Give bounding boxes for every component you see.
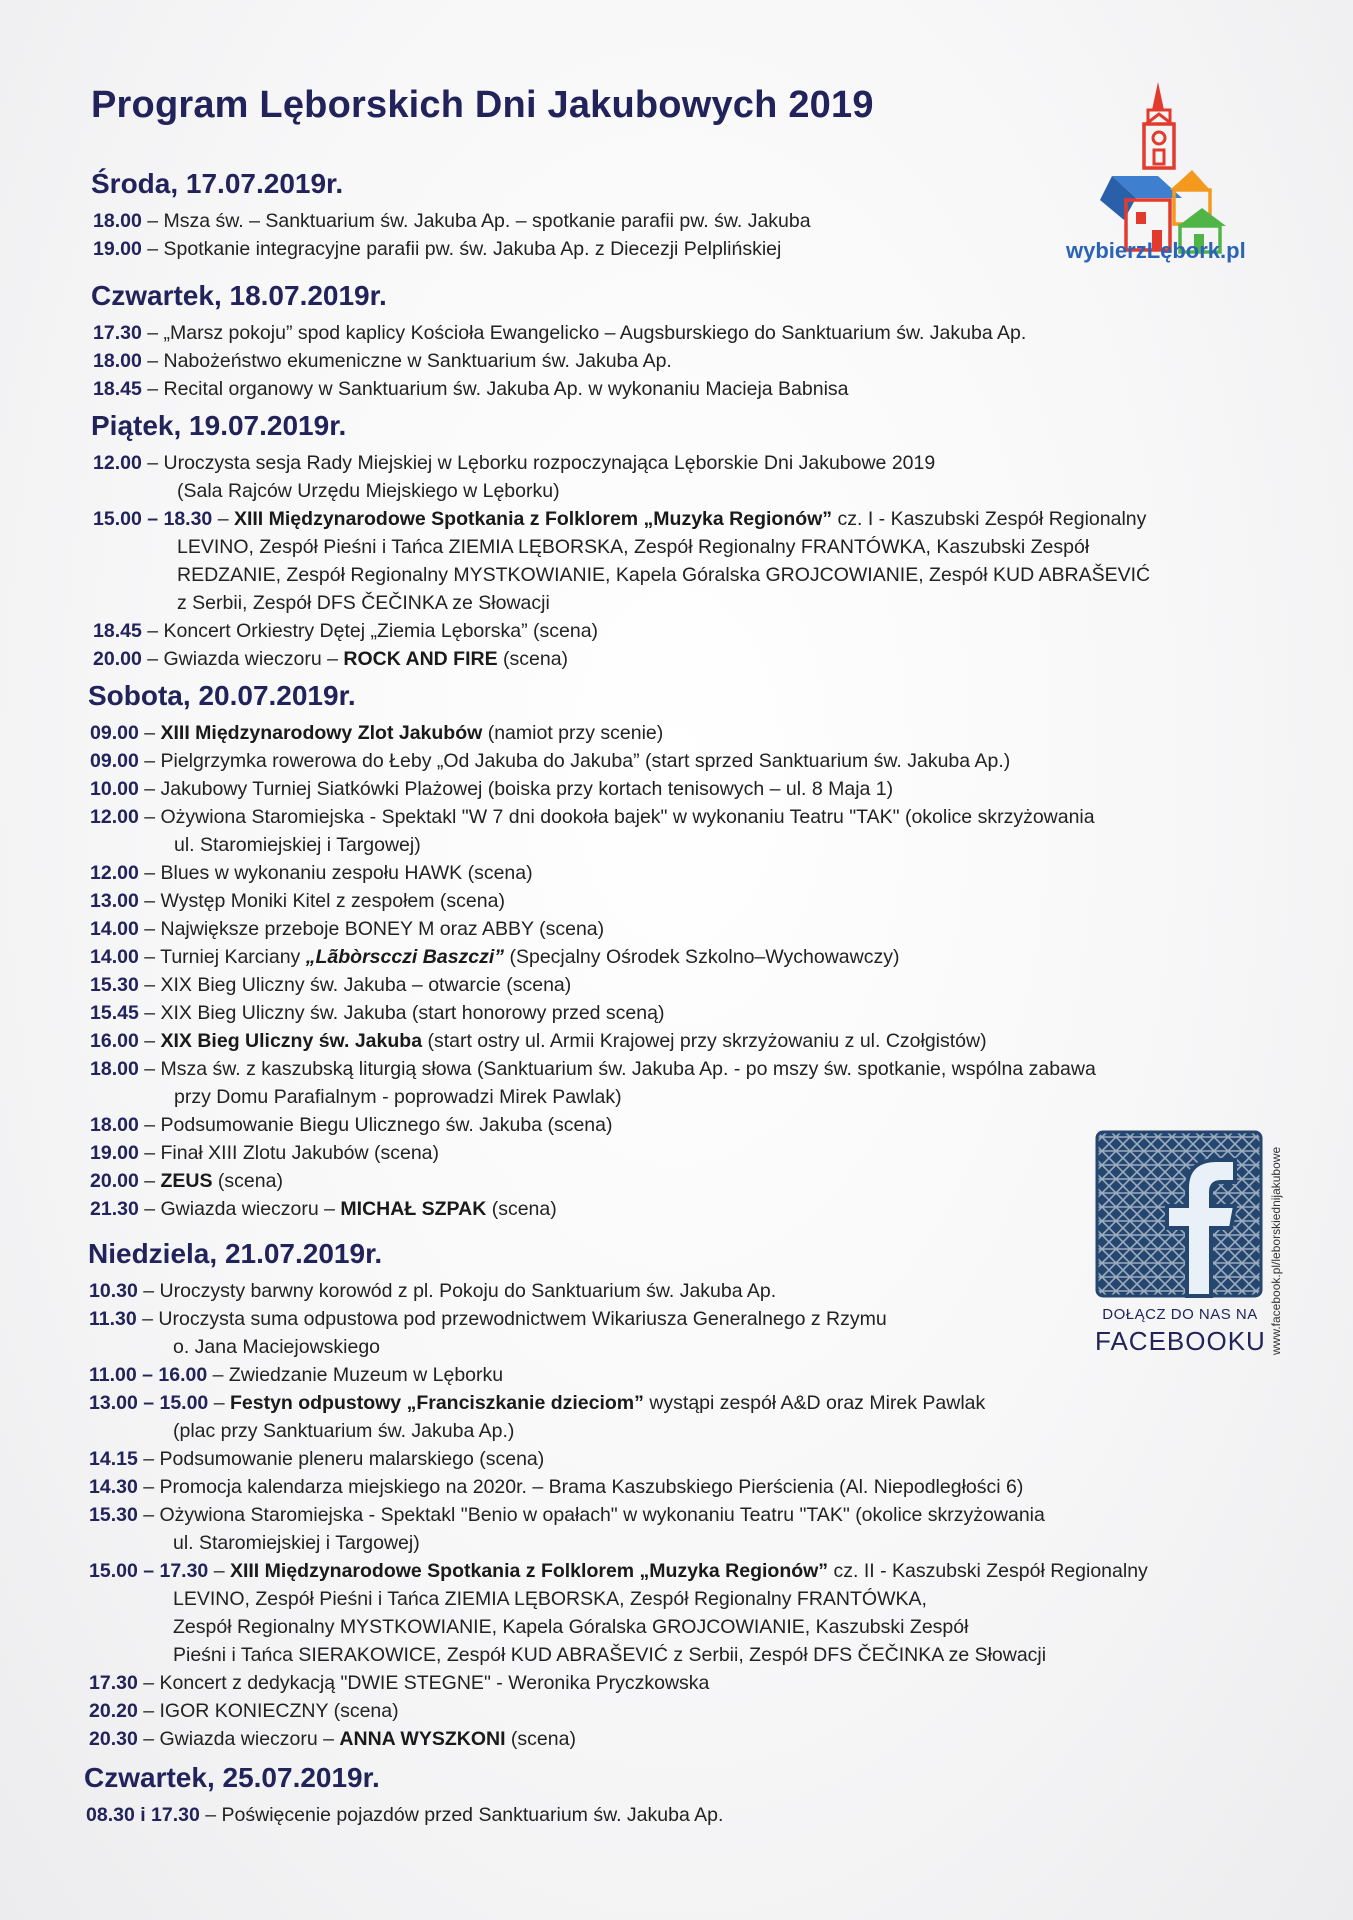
entry-time: 11.30 bbox=[89, 1308, 137, 1330]
entry-time: 17.30 bbox=[93, 322, 142, 344]
schedule-entry bbox=[93, 617, 1353, 645]
schedule-entry bbox=[86, 1801, 1353, 1829]
entry-time: 14.00 bbox=[90, 918, 139, 940]
schedule-entry bbox=[89, 1669, 1353, 1697]
schedule-entry bbox=[89, 1389, 1353, 1445]
entry-continuation bbox=[89, 1529, 1353, 1557]
entry-time: 17.30 bbox=[89, 1672, 138, 1694]
entry-text: przy Domu Parafialnym - poprowadzi Mirek Pawlak) bbox=[174, 1086, 622, 1108]
schedule-entry bbox=[89, 1697, 1353, 1725]
entry-text: – Ożywiona Staromiejska - Spektakl "Benio w opałach" w wykonaniu Teatru "TAK" (okolice skrzyżowania bbox=[137, 1504, 1045, 1526]
entry-highlight: Festyn odpustowy „Franciszkanie dzieciom” bbox=[229, 1392, 644, 1414]
entry-time: 18.00 bbox=[90, 1114, 139, 1136]
entry-text: (scena) bbox=[212, 1170, 283, 1192]
entry-text: – Koncert z dedykacją "DWIE STEGNE" - Weronika Pryczkowska bbox=[137, 1672, 710, 1694]
entry-continuation bbox=[93, 533, 1353, 561]
entry-text: – Recital organowy w Sanktuarium św. Jakuba Ap. w wykonaniu Macieja Babnisa bbox=[141, 378, 849, 400]
schedule-entry bbox=[89, 1557, 1353, 1669]
entry-continuation bbox=[89, 1417, 1353, 1445]
entry-text: – Koncert Orkiestry Dętej „Ziemia Lęborska” (scena) bbox=[141, 620, 599, 642]
schedule-entry bbox=[90, 1111, 1353, 1139]
entry-text: – XIX Bieg Uliczny św. Jakuba – otwarcie (scena) bbox=[138, 974, 572, 996]
entry-text: – bbox=[138, 1030, 161, 1052]
entry-time: 15.45 bbox=[90, 1002, 139, 1024]
entry-time: 19.00 bbox=[90, 1142, 139, 1164]
entry-time: 14.15 bbox=[89, 1448, 138, 1470]
entry-text: – Promocja kalendarza miejskiego na 2020r. – Brama Kaszubskiego Pierścienia (Al. Niepodległości 6) bbox=[137, 1476, 1024, 1498]
entry-text: – IGOR KONIECZNY (scena) bbox=[137, 1700, 399, 1722]
schedule-entry bbox=[93, 505, 1353, 617]
schedule-entry bbox=[93, 645, 1353, 673]
entry-time: 13.00 bbox=[90, 890, 139, 912]
entry-time: 09.00 bbox=[90, 722, 139, 744]
schedule-entry bbox=[93, 449, 1353, 505]
entry-time: 18.00 bbox=[93, 350, 142, 372]
schedule-entry bbox=[90, 859, 1353, 887]
entry-continuation bbox=[89, 1333, 1353, 1361]
facebook-url[interactable]: www.facebook.pl/leborskiednijakubowe bbox=[1269, 1146, 1283, 1355]
entry-text: – Uroczysta suma odpustowa pod przewodnictwem Wikariusza Generalnego z Rzymu bbox=[136, 1308, 887, 1330]
entry-time: 18.45 bbox=[93, 620, 142, 642]
day-section bbox=[0, 168, 1353, 263]
entry-time: 21.30 bbox=[90, 1198, 139, 1220]
entry-text: – bbox=[138, 722, 161, 744]
entry-text: – Spotkanie integracyjne parafii pw. św. Jakuba Ap. z Diecezji Pelplińskiej bbox=[141, 238, 782, 260]
entry-time: 12.00 bbox=[90, 806, 139, 828]
schedule-entry bbox=[90, 943, 1353, 971]
entry-time: 12.00 bbox=[93, 452, 142, 474]
entry-time: 14.00 bbox=[90, 946, 139, 968]
day-section bbox=[0, 680, 1353, 1223]
entry-text: – Finał XIII Zlotu Jakubów (scena) bbox=[138, 1142, 440, 1164]
entry-time: 10.30 bbox=[89, 1280, 138, 1302]
entry-continuation bbox=[90, 831, 1353, 859]
entry-time: 13.00 – 15.00 bbox=[89, 1392, 209, 1414]
schedule-entry bbox=[89, 1725, 1353, 1753]
entry-text: – Zwiedzanie Muzeum w Lęborku bbox=[207, 1364, 504, 1386]
day-section bbox=[0, 410, 1353, 673]
schedule-entry bbox=[89, 1445, 1353, 1473]
entry-continuation bbox=[93, 589, 1353, 617]
logo-text: wybierzLębork.pl bbox=[1066, 238, 1246, 263]
entry-continuation bbox=[93, 561, 1353, 589]
schedule-entry bbox=[90, 971, 1353, 999]
entry-text: cz. II - Kaszubski Zespół Regionalny bbox=[828, 1560, 1148, 1582]
entry-text: – Ożywiona Staromiejska - Spektakl "W 7 dni dookoła bajek" w wykonaniu Teatru "TAK" (okolice skrzyżowania bbox=[138, 806, 1095, 828]
schedule-entry bbox=[93, 375, 1353, 403]
entry-text: Zespół Regionalny MYSTKOWIANIE, Kapela Góralska GROJCOWIANIE, Kaszubski Zespół bbox=[173, 1616, 969, 1638]
entry-time: 20.00 bbox=[90, 1170, 139, 1192]
entry-text: – Podsumowanie pleneru malarskiego (scena) bbox=[137, 1448, 545, 1470]
entry-text: o. Jana Maciejowskiego bbox=[173, 1336, 381, 1358]
entry-time: 15.00 – 18.30 bbox=[93, 508, 213, 530]
entry-highlight: ZEUS bbox=[160, 1170, 213, 1192]
schedule-entry bbox=[90, 775, 1353, 803]
schedule-entry bbox=[90, 747, 1353, 775]
schedule-entry bbox=[90, 1027, 1353, 1055]
entry-highlight: ANNA WYSZKONI bbox=[339, 1728, 506, 1750]
entry-text: – bbox=[138, 1170, 161, 1192]
entry-time: 18.45 bbox=[93, 378, 142, 400]
entry-continuation bbox=[90, 1083, 1353, 1111]
entry-time: 18.00 bbox=[90, 1058, 139, 1080]
entry-text: – Pielgrzymka rowerowa do Łeby „Od Jakuba do Jakuba” (start sprzed Sanktuarium św. Jakuba Ap.) bbox=[138, 750, 1011, 772]
entry-text: LEVINO, Zespół Pieśni i Tańca ZIEMIA LĘBORSKA, Zespół Regionalny FRANTÓWKA, Kaszubski Zespół bbox=[177, 536, 1090, 558]
day-section bbox=[0, 280, 1353, 403]
schedule-entry bbox=[90, 999, 1353, 1027]
schedule-entry bbox=[89, 1361, 1353, 1389]
schedule-entry bbox=[90, 1139, 1353, 1167]
schedule-entry bbox=[93, 235, 1353, 263]
entry-time: 08.30 i 17.30 bbox=[86, 1804, 200, 1826]
entry-time: 19.00 bbox=[93, 238, 142, 260]
entry-continuation bbox=[89, 1585, 1353, 1613]
entry-text: – Występ Moniki Kitel z zespołem (scena) bbox=[138, 890, 505, 912]
entry-text: – Gwiazda wieczoru – bbox=[138, 1198, 341, 1220]
entry-text: – Blues w wykonaniu zespołu HAWK (scena) bbox=[138, 862, 533, 884]
day-section bbox=[0, 1762, 1353, 1829]
entry-text: (namiot przy scenie) bbox=[482, 722, 664, 744]
entry-time: 14.30 bbox=[89, 1476, 138, 1498]
entry-text: – Nabożeństwo ekumeniczne w Sanktuarium św. Jakuba Ap. bbox=[141, 350, 672, 372]
entry-highlight: ROCK AND FIRE bbox=[343, 648, 498, 670]
facebook-join-text: DOŁĄCZ DO NAS NA bbox=[1102, 1306, 1258, 1323]
entry-text: – Największe przeboje BONEY M oraz ABBY (scena) bbox=[138, 918, 605, 940]
entry-time: 20.30 bbox=[89, 1728, 138, 1750]
entry-time: 16.00 bbox=[90, 1030, 139, 1052]
entry-text: – Podsumowanie Biegu Ulicznego św. Jakuba (scena) bbox=[138, 1114, 613, 1136]
entry-text: (Sala Rajców Urzędu Miejskiego w Lęborku) bbox=[177, 480, 560, 502]
entry-text: z Serbii, Zespół DFS ČEČINKA ze Słowacji bbox=[177, 592, 550, 614]
entry-text: wystąpi zespół A&D oraz Mirek Pawlak bbox=[643, 1392, 986, 1414]
entry-time: 12.00 bbox=[90, 862, 139, 884]
entry-continuation bbox=[89, 1641, 1353, 1669]
day-heading: Sobota, 20.07.2019r. bbox=[88, 680, 356, 711]
day-heading: Niedziela, 21.07.2019r. bbox=[88, 1238, 383, 1269]
entry-text: – Gwiazda wieczoru – bbox=[141, 648, 344, 670]
entry-time: 15.30 bbox=[89, 1504, 138, 1526]
entry-highlight: XIII Międzynarodowy Zlot Jakubów bbox=[160, 722, 483, 744]
schedule-entry bbox=[90, 719, 1353, 747]
entry-text: – Jakubowy Turniej Siatkówki Plażowej (boiska przy kortach tenisowych – ul. 8 Maja 1) bbox=[138, 778, 894, 800]
day-heading: Czwartek, 25.07.2019r. bbox=[84, 1762, 380, 1793]
entry-text: – Msza św. – Sanktuarium św. Jakuba Ap. – spotkanie parafii pw. św. Jakuba bbox=[141, 210, 811, 232]
facebook-name-text: FACEBOOKU bbox=[1095, 1326, 1266, 1356]
entry-time: 09.00 bbox=[90, 750, 139, 772]
entry-text: – „Marsz pokoju” spod kaplicy Kościoła Ewangelicko – Augsburskiego do Sanktuarium św. Jakuba Ap. bbox=[141, 322, 1027, 344]
entry-text: (start ostry ul. Armii Krajowej przy skrzyżowaniu z ul. Czołgistów) bbox=[422, 1030, 987, 1052]
entry-text: (scena) bbox=[486, 1198, 557, 1220]
day-heading: Piątek, 19.07.2019r. bbox=[91, 410, 347, 441]
day-section bbox=[0, 1238, 1353, 1753]
entry-text: (Specjalny Ośrodek Szkolno–Wychowawczy) bbox=[504, 946, 900, 968]
entry-text: LEVINO, Zespół Pieśni i Tańca ZIEMIA LĘBORSKA, Zespół Regionalny FRANTÓWKA, bbox=[173, 1588, 927, 1610]
schedule-entry bbox=[90, 1055, 1353, 1111]
entry-time: 18.00 bbox=[93, 210, 142, 232]
entry-highlight: MICHAŁ SZPAK bbox=[340, 1198, 487, 1220]
day-heading: Środa, 17.07.2019r. bbox=[91, 168, 344, 199]
page-title: Program Lęborskich Dni Jakubowych 2019 bbox=[91, 84, 874, 126]
entry-text: – Gwiazda wieczoru – bbox=[137, 1728, 340, 1750]
entry-time: 20.00 bbox=[93, 648, 142, 670]
entry-text: – Msza św. z kaszubską liturgią słowa (Sanktuarium św. Jakuba Ap. - po mszy św. spotkanie, wspólna zabawa bbox=[138, 1058, 1096, 1080]
entry-highlight: XIII Międzynarodowe Spotkania z Folklorem „Muzyka Regionów” bbox=[233, 508, 833, 530]
entry-text: (scena) bbox=[505, 1728, 576, 1750]
schedule-entry bbox=[89, 1277, 1353, 1305]
entry-highlight: „Lãbòrscczi Baszczi” bbox=[305, 946, 505, 968]
entry-text: Pieśni i Tańca SIERAKOWICE, Zespół KUD ABRAŠEVIĆ z Serbii, Zespół DFS ČEČINKA ze Słowacji bbox=[173, 1644, 1047, 1666]
schedule-entry bbox=[89, 1501, 1353, 1557]
entry-text: ul. Staromiejskiej i Targowej) bbox=[174, 834, 421, 856]
entry-text: (plac przy Sanktuarium św. Jakuba Ap.) bbox=[173, 1420, 515, 1442]
entry-text: ul. Staromiejskiej i Targowej) bbox=[173, 1532, 420, 1554]
entry-time: 11.00 – 16.00 bbox=[89, 1364, 208, 1386]
schedule-entry bbox=[90, 915, 1353, 943]
entry-text: – Uroczysty barwny korowód z pl. Pokoju do Sanktuarium św. Jakuba Ap. bbox=[137, 1280, 777, 1302]
entry-text: – Turniej Karciany bbox=[138, 946, 306, 968]
entry-text: – Uroczysta sesja Rady Miejskiej w Lęborku rozpoczynająca Lęborskie Dni Jakubowe 2019 bbox=[141, 452, 936, 474]
schedule-entry bbox=[93, 319, 1353, 347]
entry-highlight: XIX Bieg Uliczny św. Jakuba bbox=[160, 1030, 423, 1052]
schedule-entry bbox=[90, 1167, 1353, 1195]
schedule-entry bbox=[89, 1305, 1353, 1361]
entry-continuation bbox=[93, 477, 1353, 505]
schedule-entry bbox=[93, 347, 1353, 375]
entry-text: – bbox=[208, 1392, 230, 1414]
schedule-entry bbox=[93, 207, 1353, 235]
entry-text: REDZANIE, Zespół Regionalny MYSTKOWIANIE, Kapela Góralska GROJCOWIANIE, Zespół KUD ABRAŠEVIĆ bbox=[177, 564, 1151, 586]
entry-time: 15.30 bbox=[90, 974, 139, 996]
entry-continuation bbox=[89, 1613, 1353, 1641]
entry-text: – bbox=[208, 1560, 230, 1582]
entry-text: – Poświęcenie pojazdów przed Sanktuarium św. Jakuba Ap. bbox=[199, 1804, 724, 1826]
entry-text: – XIX Bieg Uliczny św. Jakuba (start honorowy przed sceną) bbox=[138, 1002, 665, 1024]
entry-time: 20.20 bbox=[89, 1700, 138, 1722]
schedule-entry bbox=[90, 887, 1353, 915]
entry-text: – bbox=[212, 508, 234, 530]
entry-text: cz. I - Kaszubski Zespół Regionalny bbox=[832, 508, 1147, 530]
schedule-entry bbox=[90, 803, 1353, 859]
entry-time: 15.00 – 17.30 bbox=[89, 1560, 209, 1582]
day-heading: Czwartek, 18.07.2019r. bbox=[91, 280, 387, 311]
entry-time: 10.00 bbox=[90, 778, 139, 800]
entry-text: (scena) bbox=[497, 648, 569, 670]
schedule-entry bbox=[90, 1195, 1353, 1223]
schedule-entry bbox=[89, 1473, 1353, 1501]
entry-highlight: XIII Międzynarodowe Spotkania z Folklorem „Muzyka Regionów” bbox=[229, 1560, 829, 1582]
